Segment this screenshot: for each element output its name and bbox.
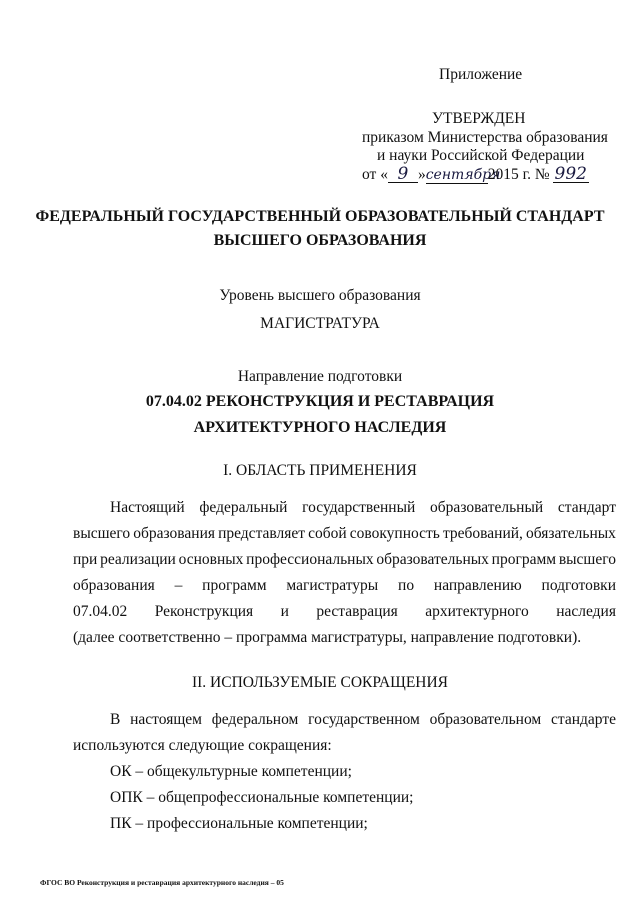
section-1-line-1 [110, 498, 616, 518]
word: Реконструкция [154, 603, 254, 620]
abbreviation-ok: ОК – общекультурные компетенции; [110, 763, 352, 780]
abbreviation-pk: ПК – профессиональные компетенции; [110, 815, 368, 832]
document-title-line-2: ВЫСШЕГО ОБРАЗОВАНИЯ [213, 232, 427, 249]
page-footer: ФГОС ВО Реконструкция и реставрация архитектурного наследия – 05 [40, 878, 284, 887]
direction-label: Направление подготовки [237, 368, 403, 385]
word: образования [73, 577, 155, 594]
word: реализации [100, 551, 176, 568]
date-mid: » [417, 166, 426, 183]
word: высшего [73, 525, 131, 542]
approved-label: УТВЕРЖДЕН [432, 110, 526, 127]
direction-title-line-2: АРХИТЕКТУРНОГО НАСЛЕДИЯ [193, 419, 447, 436]
word: образования [133, 525, 215, 542]
word: настоящем [130, 711, 202, 728]
date-year: 2015 г. № [487, 166, 550, 183]
word: 07.04.02 [73, 603, 128, 620]
order-line-1: приказом Министерства образования [362, 129, 608, 146]
section-1-heading: I. ОБЛАСТЬ ПРИМЕНЕНИЯ [223, 462, 417, 479]
word: требований, [442, 525, 523, 542]
handwritten-month: сентября [425, 167, 501, 183]
word: основных [178, 551, 244, 568]
level-value: МАГИСТРАТУРА [260, 315, 380, 332]
order-line-2: и науки Российской Федерации [377, 147, 585, 164]
section-2-line-2: используются следующие сокращения: [73, 737, 332, 754]
order-date-line [362, 165, 589, 185]
section-1-line-6: (далее соответственно – программа магистратуры, направление подготовки). [73, 629, 582, 646]
section-1-line-2 [73, 524, 616, 544]
handwritten-order-number: 992 [554, 164, 587, 184]
word: – [174, 577, 183, 594]
level-label: Уровень высшего образования [219, 287, 421, 304]
word: программ [202, 577, 267, 594]
word: и [280, 603, 289, 620]
word: федеральный [199, 499, 288, 516]
word: государственный [302, 499, 416, 516]
word: подготовки [541, 577, 616, 594]
section-1-line-3 [73, 550, 616, 570]
word: профессиональных [246, 551, 374, 568]
word: собой [308, 525, 347, 542]
word: реставрация [316, 603, 398, 620]
word: государственном [308, 711, 420, 728]
abbreviation-opk: ОПК – общепрофессиональные компетенции; [110, 789, 414, 806]
word: программ [491, 551, 557, 568]
direction-title-line-1: 07.04.02 РЕКОНСТРУКЦИЯ И РЕСТАВРАЦИЯ [145, 393, 495, 410]
handwritten-day: 9 [388, 166, 418, 183]
word: образовательных [376, 551, 489, 568]
word: по [398, 577, 415, 594]
word: архитектурного [425, 603, 529, 620]
word: при [73, 551, 98, 568]
document-title-line-1: ФЕДЕРАЛЬНЫЙ ГОСУДАРСТВЕННЫЙ ОБРАЗОВАТЕЛЬНЫЙ СТАНДАРТ [35, 208, 605, 225]
word: стандарт [557, 499, 616, 516]
word: совокупность [349, 525, 440, 542]
word: стандарте [550, 711, 616, 728]
section-2-line-1 [110, 710, 616, 730]
word: обязательных [526, 525, 616, 542]
word: федеральном [211, 711, 299, 728]
word: образовательном [429, 711, 542, 728]
word: высшего [558, 551, 616, 568]
section-1-line-4 [73, 576, 616, 596]
date-prefix: от « [362, 166, 388, 183]
section-1-line-5 [73, 602, 616, 622]
section-2-heading: II. ИСПОЛЬЗУЕМЫЕ СОКРАЩЕНИЯ [191, 674, 449, 691]
word: направлению [433, 577, 522, 594]
appendix-label: Приложение [439, 66, 523, 83]
word: Настоящий [110, 499, 185, 516]
word: В [110, 711, 121, 728]
word: представляет [218, 525, 306, 542]
word: магистратуры [286, 577, 379, 594]
word: образовательный [430, 499, 544, 516]
word: наследия [556, 603, 616, 620]
